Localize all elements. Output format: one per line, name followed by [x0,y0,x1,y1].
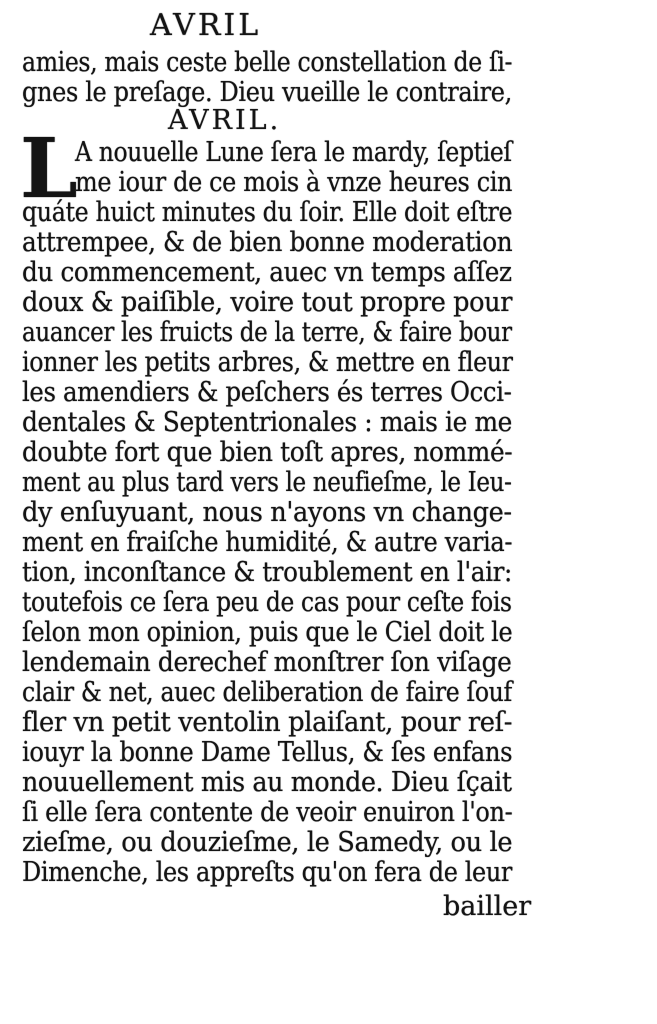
text-line-1: amies, mais ceste belle constellation de ſi- [22,47,513,78]
text-line-15: dy enſuyuant, nous n'ayons vn change- [22,497,512,528]
text-line-4: me iour de ce mois à vnze heures cin [75,167,513,198]
catchword: bailler [443,891,532,922]
text-line-6: attrempee, & de bien bonne moderation [22,227,513,258]
text-line-5: quáte huict minutes du ſoir. Elle doit eſtre [22,197,513,228]
text-line-14: ment au plus tard vers le neufieſme, le Ieu- [22,467,512,498]
text-line-7: du commencement, auec vn temps aſſez [22,257,512,288]
text-line-23: iouyr la bonne Dame Tellus, & ſes enfans [22,737,513,768]
text-line-18: toutefois ce ſera peu de cas pour ceſte fois [22,587,512,618]
text-line-27: Dimenche, les appreſts qu'on fera de leur [22,857,512,888]
text-line-2: gnes le preſage. Dieu vueille le contraire, [22,77,512,108]
text-line-8: doux & paiſible, voire tout propre pour [22,287,513,318]
text-line-26: zieſme, ou douzieſme, le Samedy, ou le [22,827,513,858]
drop-cap: L [20,121,78,217]
text-line-16: ment en fraiſche humidité, & autre varia- [22,527,513,558]
text-line-12: dentales & Septentrionales : mais ie me [22,407,513,438]
running-head: AVRIL [150,8,262,43]
text-line-22: fler vn petit ventolin plaiſant, pour reſ- [22,707,513,738]
text-line-20: lendemain derechef monſtrer ſon viſage [22,647,512,678]
text-line-9: auancer les fruicts de la terre, & faire bour [22,317,512,348]
text-line-13: doubte fort que bien toſt apres, nommé- [22,437,513,468]
section-title: AVRIL. [168,105,282,136]
text-line-17: tion, inconſtance & troublement en l'air: [22,557,512,588]
text-line-25: ſi elle ſera contente de veoir enuiron l'on- [22,797,513,828]
text-line-21: clair & net, auec deliberation de faire ſouf [22,677,512,708]
text-line-19: ſelon mon opinion, puis que le Ciel doit le [22,617,513,648]
text-line-10: ionner les petits arbres, & mettre en fleur [22,347,513,378]
text-line-11: les amendiers & peſchers és terres Occi- [22,377,512,408]
text-line-3: A nouuelle Lune ſera le mardy, ſeptieſ [75,137,512,168]
text-line-24: nouuellement mis au monde. Dieu ſçait [22,767,512,798]
